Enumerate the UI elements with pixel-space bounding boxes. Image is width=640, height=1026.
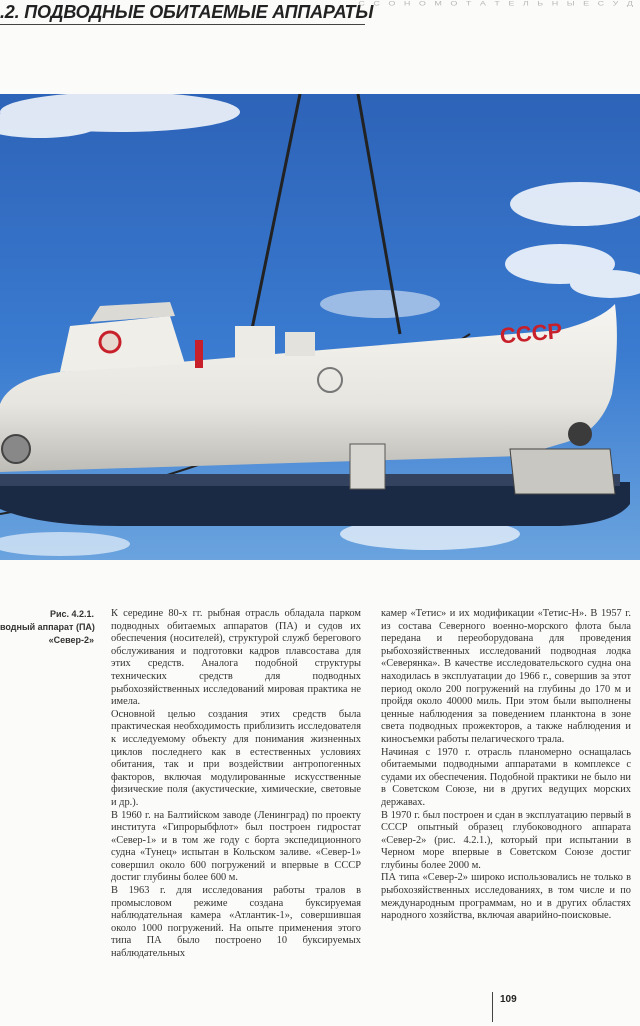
submarine-photo (0, 94, 640, 560)
hull-marking: СССР (498, 318, 564, 349)
figure-caption (0, 608, 94, 647)
text-column-right (381, 608, 631, 923)
paragraph: Начиная с 1970 г. отрасль планомерно оснащалась обитаемыми подводными аппаратами в комплексе с судами их обеспечения. Подобной практики не было ни в Советском Союзе, ни в других ведущих морских державах. (381, 746, 631, 808)
caption-line: водный аппарат (ПА) (0, 622, 95, 632)
page-number-rule (492, 992, 493, 1022)
paragraph: Основной целью создания этих средств была практическая необходимость приблизить исследователя к исследуемому объекту для понимания жизненных циклов последнего как в естественных условиях обитания, так и при воздействии антропогенных факторов, включая модулированные искусственные физические поля (акустические, химические, световые и др.). (111, 708, 361, 808)
paragraph: камер «Тетис» и их модификации «Тетис-Н». В 1957 г. из состава Северного военно-морского флота была передана и переоборудована для проведения рыбохозяйственных исследований подводная лодка «Северянка». В качестве исследовательского судна она находилась в эксплуатации до 1966 г., совершив за этот период около 200 погружений на глубины до 170 м и пройдя около 40000 миль. При этом были выполнены ценные наблюдения за поведением планктона в зоне света подводных прожекторов, а также наблюдения и киносъемки работы пелагического трала. (381, 608, 631, 745)
page-number: 109 (500, 994, 517, 1005)
caption-line: «Север-2» (48, 635, 94, 645)
paragraph: К середине 80-х гг. рыбная отрасль обладала парком подводных обитаемых аппаратов (ПА) и судов их обеспечения (носителей), структурой служб берегового обслуживания и подготовки кадров плавсостава для этих средств. Аналога подобной структуры технических средств для подводных рыбохозяйственных исследований мировая практика не имела. (111, 608, 361, 708)
header-rule (0, 24, 365, 25)
paragraph: В 1970 г. был построен и сдан в эксплуатацию первый в СССР опытный образец глубоководного аппарата «Север-2» (рис. 4.2.1.), который при испытании в Черном море впервые в Советском Союзе достиг глубины более 2000 м. (381, 809, 631, 871)
running-head: С С О Н О М О Т А Т Е Л Ь Н Ы Е С У Д (358, 0, 636, 7)
text-column-left (111, 608, 361, 961)
section-title: .2. ПОДВОДНЫЕ ОБИТАЕМЫЕ АППАРАТЫ (0, 2, 374, 22)
paragraph: В 1960 г. на Балтийском заводе (Ленинград) по проекту института «Гипрорыбфлот» был построен гидростат «Север-1» и в том же году с борта экспедиционного судна «Тунец» испытан в Кольском заливе. «Север-1» совершил около 600 погружений и впервые в СССР достиг глубины более 600 м. (111, 809, 361, 884)
paragraph: В 1963 г. для исследования работы тралов в промысловом режиме создана буксируемая наблюдательная камера «Атлантик-1», совершившая около 1000 погружений. На опыте применения этого типа ПА было построено 10 буксируемых наблюдательных (111, 885, 361, 960)
paragraph: ПА типа «Север-2» широко использовались не только в рыбохозяйственных исследованиях, в том числе и по международным программам, но и в других областях народного хозяйства, включая аварийно-поисковые. (381, 872, 631, 922)
caption-figure-number: Рис. 4.2.1. (49, 609, 94, 619)
